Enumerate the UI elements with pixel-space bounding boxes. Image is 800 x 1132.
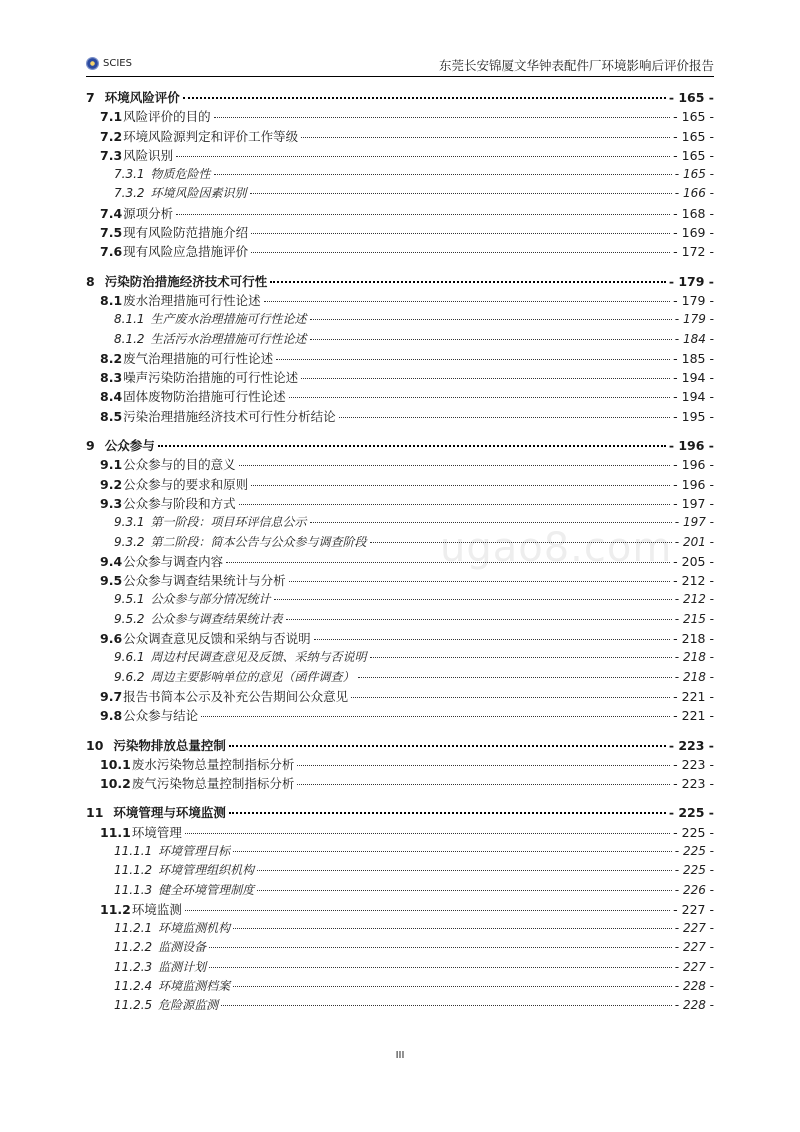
toc-entry-level-3[interactable] (86, 184, 714, 203)
toc-entry-title: 公众参与结论 (123, 708, 199, 724)
toc-entry-level-3[interactable] (86, 533, 714, 552)
toc-entry-number: 8.1.1 (114, 312, 145, 327)
toc-entry-title: 公众参与的目的意义 (123, 457, 236, 473)
toc-spacer (86, 726, 714, 736)
dot-leader (233, 928, 672, 929)
toc-entry-level-2[interactable] (86, 107, 714, 126)
toc-entry-level-2[interactable] (86, 223, 714, 242)
dot-leader (310, 319, 672, 320)
toc-entry-page: - 227 - (674, 940, 714, 955)
toc-entry-level-2[interactable] (86, 552, 714, 571)
toc-entry-title: 公众参与的要求和原则 (123, 476, 249, 492)
toc-entry-title: 公众参与调查结果统计与分析 (123, 573, 286, 589)
toc-entry-page: - 228 - (674, 998, 714, 1013)
toc-entry-number: 9.1 (100, 457, 123, 473)
toc-entry-page: - 225 - (674, 843, 714, 858)
toc-entry-title: 监测计划 (158, 959, 207, 974)
page-header (86, 54, 714, 77)
toc-entry-title: 源项分析 (123, 205, 174, 221)
toc-entry-page: - 184 - (674, 331, 714, 346)
toc-entry-level-2[interactable] (86, 687, 714, 706)
dot-leader (214, 117, 671, 118)
toc-entry-level-3[interactable] (86, 513, 714, 532)
toc-entry-number: 7.2 (100, 128, 123, 144)
toc-entry-title: 环境风险评价 (104, 90, 180, 105)
dot-leader (301, 378, 670, 379)
report-title: 东莞长安锦厦文华钟表配件厂环境影响后评价报告 (438, 58, 714, 73)
toc-spacer (86, 793, 714, 803)
toc-entry-title: 污染物排放总量控制 (113, 737, 226, 753)
toc-entry-title: 健全环境管理制度 (158, 882, 255, 897)
toc-entry-page: - 165 - (673, 109, 714, 125)
dot-leader (289, 581, 671, 582)
toc-entry-title: 环境监测机构 (158, 921, 231, 936)
dot-leader (297, 784, 670, 785)
toc-entry-page: - 225 - (673, 824, 714, 840)
toc-entry-page: - 221 - (673, 688, 714, 704)
toc-entry-title: 环境管理 (131, 824, 182, 840)
dot-leader (226, 562, 670, 563)
toc-entry-title: 废气治理措施的可行性论述 (123, 350, 274, 366)
toc-entry-page: - 212 - (674, 592, 714, 607)
toc-entry-title: 公众参与调查结果统计表 (150, 611, 283, 626)
toc-entry-page: - 165 - (668, 90, 714, 105)
toc-entry-page: - 227 - (674, 959, 714, 974)
toc-entry-number: 7 (86, 90, 95, 105)
toc-entry-number: 7.5 (100, 225, 123, 241)
toc-entry-number: 8.5 (100, 408, 123, 424)
dot-leader (297, 765, 670, 766)
toc-entry-page: - 227 - (674, 921, 714, 936)
toc-entry-page: - 194 - (673, 370, 714, 386)
toc-entry-title: 环境管理与环境监测 (113, 805, 226, 821)
dot-leader (229, 745, 666, 747)
toc-entry-title: 风险识别 (123, 147, 174, 163)
toc-entry-number: 11.2.3 (114, 959, 153, 974)
dot-leader (233, 986, 672, 987)
toc-entry-number: 11.2.5 (114, 998, 153, 1013)
toc-entry-level-3[interactable] (86, 861, 714, 880)
toc-entry-number: 11.2 (100, 901, 131, 917)
toc-entry-page: - 197 - (674, 515, 714, 530)
toc-entry-level-3[interactable] (86, 590, 714, 609)
toc-entry-title: 废气污染物总量控制指标分析 (131, 776, 295, 792)
dot-leader (185, 910, 670, 911)
toc-entry-level-1[interactable] (86, 736, 714, 755)
toc-entry-level-3[interactable] (86, 977, 714, 996)
dot-leader (310, 522, 672, 523)
toc-entry-level-2[interactable] (86, 291, 714, 310)
toc-entry-page: - 201 - (674, 534, 714, 549)
toc-entry-level-2[interactable] (86, 387, 714, 406)
toc-entry-number: 9.7 (100, 688, 123, 704)
toc-entry-page: - 194 - (673, 389, 714, 405)
dot-leader (358, 677, 672, 678)
dot-leader (221, 1005, 672, 1006)
toc-entry-title: 第一阶段：项目环评信息公示 (150, 515, 307, 530)
toc-entry-level-3[interactable] (86, 881, 714, 900)
toc-entry-title: 公众参与阶段和方式 (123, 495, 236, 511)
toc-entry-page: - 165 - (673, 128, 714, 144)
toc-entry-level-3[interactable] (86, 330, 714, 349)
toc-entry-number: 11.2.4 (114, 979, 153, 994)
toc-entry-number: 9.2 (100, 476, 123, 492)
toc-entry-title: 固体废物防治措施可行性论述 (123, 389, 286, 405)
toc-entry-level-3[interactable] (86, 842, 714, 861)
dot-leader (270, 281, 666, 283)
toc-entry-level-2[interactable] (86, 368, 714, 387)
dot-leader (251, 252, 670, 253)
toc-entry-level-1[interactable] (86, 88, 714, 107)
toc-spacer (86, 262, 714, 272)
toc-entry-level-2[interactable] (86, 349, 714, 368)
toc-entry-page: - 223 - (673, 756, 714, 772)
toc-entry-title: 环境管理组织机构 (158, 863, 255, 878)
dot-leader (339, 417, 671, 418)
toc-entry-level-1[interactable] (86, 436, 714, 455)
toc-entry-page: - 226 - (674, 882, 714, 897)
toc-entry-number: 9.3.1 (114, 515, 145, 530)
toc-entry-number: 11.1.3 (114, 882, 153, 897)
toc-entry-level-2[interactable] (86, 900, 714, 919)
toc-entry-title: 监测设备 (158, 940, 207, 955)
toc-entry-title: 公众调查意见反馈和采纳与否说明 (123, 631, 311, 647)
toc-entry-page: - 212 - (673, 573, 714, 589)
toc-entry-page: - 218 - (674, 650, 714, 665)
table-of-contents (86, 88, 714, 1016)
toc-entry-level-3[interactable] (86, 919, 714, 938)
toc-entry-number: 9.3.2 (114, 534, 145, 549)
toc-entry-number: 10 (86, 737, 104, 753)
dot-leader (314, 639, 671, 640)
toc-entry-number: 10.1 (100, 756, 131, 772)
toc-entry-title: 噪声污染防治措施的可行性论述 (123, 370, 299, 386)
toc-entry-title: 环境监测 (131, 901, 182, 917)
toc-entry-level-2[interactable] (86, 204, 714, 223)
dot-leader (158, 445, 666, 447)
dot-leader (251, 485, 670, 486)
toc-entry-level-3[interactable] (86, 996, 714, 1015)
toc-entry-level-2[interactable] (86, 629, 714, 648)
toc-entry-title: 污染防治措施经济技术可行性 (104, 273, 268, 289)
toc-entry-level-2[interactable] (86, 146, 714, 165)
toc-entry-title: 周边主要影响单位的意见（函件调查） (150, 669, 355, 684)
toc-entry-level-2[interactable] (86, 823, 714, 842)
toc-entry-number: 11.1 (100, 824, 131, 840)
toc-entry-page: - 169 - (673, 225, 714, 241)
toc-entry-title: 环境风险因素识别 (150, 186, 247, 201)
toc-entry-number: 7.4 (100, 205, 123, 221)
toc-entry-level-2[interactable] (86, 127, 714, 146)
toc-entry-page: - 179 - (668, 273, 714, 289)
dot-leader (257, 870, 672, 871)
toc-entry-number: 11.2.1 (114, 921, 153, 936)
toc-entry-level-2[interactable] (86, 494, 714, 513)
dot-leader (310, 339, 672, 340)
dot-leader (201, 716, 670, 717)
logo-text: SCIES (103, 58, 132, 69)
toc-entry-title: 生产废水治理措施可行性论述 (150, 312, 307, 327)
toc-entry-title: 风险评价的目的 (123, 109, 211, 125)
toc-entry-title: 公众参与 (104, 438, 155, 454)
toc-entry-number: 9.5.1 (114, 592, 145, 607)
toc-entry-number: 9.4 (100, 553, 123, 569)
toc-entry-number: 9 (86, 438, 95, 454)
dot-leader (239, 465, 671, 466)
toc-entry-page: - 168 - (673, 205, 714, 221)
toc-entry-number: 11.2.2 (114, 940, 153, 955)
toc-entry-title: 公众参与调查内容 (123, 553, 224, 569)
dot-leader (276, 359, 670, 360)
dot-leader (209, 967, 672, 968)
dot-leader (229, 812, 666, 814)
toc-entry-title: 报告书简本公示及补充公告期间公众意见 (123, 688, 349, 704)
toc-entry-page: - 215 - (674, 611, 714, 626)
toc-entry-title: 废水治理措施可行性论述 (123, 292, 261, 308)
dot-leader (239, 504, 671, 505)
toc-entry-level-1[interactable] (86, 272, 714, 291)
toc-entry-page: - 228 - (674, 979, 714, 994)
dot-leader (251, 233, 670, 234)
toc-entry-number: 9.6 (100, 631, 123, 647)
toc-entry-number: 9.6.1 (114, 650, 145, 665)
toc-entry-page: - 218 - (673, 631, 714, 647)
toc-entry-level-2[interactable] (86, 407, 714, 426)
toc-entry-page: - 218 - (674, 669, 714, 684)
toc-entry-number: 8 (86, 273, 95, 289)
toc-entry-number: 8.3 (100, 370, 123, 386)
toc-entry-number: 9.5 (100, 573, 123, 589)
toc-entry-page: - 227 - (673, 901, 714, 917)
toc-entry-number: 8.1 (100, 292, 123, 308)
toc-entry-page: - 196 - (673, 476, 714, 492)
toc-entry-number: 9.8 (100, 708, 123, 724)
toc-entry-number: 7.6 (100, 244, 123, 260)
toc-entry-page: - 197 - (673, 495, 714, 511)
toc-entry-page: - 221 - (673, 708, 714, 724)
dot-leader (274, 599, 672, 600)
toc-entry-level-3[interactable] (86, 648, 714, 667)
toc-entry-page: - 179 - (673, 292, 714, 308)
toc-entry-number: 9.6.2 (114, 669, 145, 684)
toc-entry-level-2[interactable] (86, 774, 714, 793)
dot-leader (301, 137, 670, 138)
toc-entry-level-3[interactable] (86, 165, 714, 184)
dot-leader (176, 214, 670, 215)
toc-entry-page: - 165 - (674, 167, 714, 182)
toc-entry-level-2[interactable] (86, 755, 714, 774)
toc-entry-title: 公众参与部分情况统计 (150, 592, 271, 607)
dot-leader (257, 890, 672, 891)
toc-entry-level-3[interactable] (86, 958, 714, 977)
dot-leader (370, 542, 672, 543)
dot-leader (264, 301, 671, 302)
dot-leader (214, 174, 672, 175)
toc-entry-page: - 223 - (673, 776, 714, 792)
toc-entry-level-1[interactable] (86, 803, 714, 822)
logo (86, 57, 132, 70)
toc-entry-title: 生活污水治理措施可行性论述 (150, 331, 307, 346)
toc-entry-page: - 223 - (668, 737, 714, 753)
scies-logo-icon (86, 57, 99, 70)
toc-entry-number: 8.2 (100, 350, 123, 366)
dot-leader (183, 97, 666, 99)
toc-entry-level-2[interactable] (86, 706, 714, 725)
toc-entry-title: 废水污染物总量控制指标分析 (131, 756, 295, 772)
toc-entry-title: 物质危险性 (150, 167, 211, 182)
toc-entry-level-3[interactable] (86, 938, 714, 957)
toc-entry-title: 污染治理措施经济技术可行性分析结论 (123, 408, 336, 424)
toc-entry-page: - 195 - (673, 408, 714, 424)
toc-entry-level-2[interactable] (86, 475, 714, 494)
toc-entry-page: - 185 - (673, 350, 714, 366)
toc-spacer (86, 426, 714, 436)
toc-entry-level-2[interactable] (86, 242, 714, 261)
toc-entry-level-3[interactable] (86, 668, 714, 687)
toc-entry-number: 7.3 (100, 147, 123, 163)
toc-entry-level-2[interactable] (86, 455, 714, 474)
toc-entry-title: 环境监测档案 (158, 979, 231, 994)
toc-entry-title: 危险源监测 (158, 998, 219, 1013)
toc-entry-number: 7.3.2 (114, 186, 145, 201)
toc-entry-title: 第二阶段：简本公告与公众参与调查阶段 (150, 534, 367, 549)
dot-leader (289, 397, 671, 398)
toc-entry-title: 周边村民调查意见及反馈、采纳与否说明 (150, 650, 367, 665)
toc-entry-title: 环境管理目标 (158, 843, 231, 858)
toc-entry-page: - 172 - (673, 244, 714, 260)
dot-leader (250, 193, 672, 194)
dot-leader (370, 657, 672, 658)
toc-entry-number: 8.4 (100, 389, 123, 405)
toc-entry-number: 11.1.1 (114, 843, 153, 858)
toc-entry-number: 10.2 (100, 776, 131, 792)
toc-entry-page: - 225 - (674, 863, 714, 878)
toc-entry-level-3[interactable] (86, 310, 714, 329)
watermark: ugao8.com (440, 525, 673, 571)
toc-entry-page: - 165 - (673, 147, 714, 163)
toc-entry-number: 7.3.1 (114, 167, 145, 182)
toc-entry-number: 9.3 (100, 495, 123, 511)
toc-entry-number: 11 (86, 805, 104, 821)
toc-entry-title: 现有风险防范措施介绍 (123, 225, 249, 241)
toc-entry-title: 现有风险应急措施评价 (123, 244, 249, 260)
toc-entry-page: - 205 - (673, 553, 714, 569)
toc-entry-page: - 166 - (674, 186, 714, 201)
dot-leader (351, 697, 670, 698)
page-number: III (395, 1050, 405, 1061)
toc-entry-number: 11.1.2 (114, 863, 153, 878)
toc-entry-page: - 225 - (668, 805, 714, 821)
toc-entry-level-2[interactable] (86, 571, 714, 590)
toc-entry-page: - 196 - (668, 438, 714, 454)
toc-entry-title: 环境风险源判定和评价工作等级 (123, 128, 299, 144)
toc-entry-level-3[interactable] (86, 610, 714, 629)
toc-entry-page: - 196 - (673, 457, 714, 473)
toc-entry-number: 8.1.2 (114, 331, 145, 346)
dot-leader (176, 156, 670, 157)
dot-leader (209, 947, 672, 948)
dot-leader (233, 851, 672, 852)
toc-entry-number: 9.5.2 (114, 611, 145, 626)
dot-leader (286, 619, 672, 620)
toc-entry-number: 7.1 (100, 109, 123, 125)
dot-leader (185, 833, 670, 834)
toc-entry-page: - 179 - (674, 312, 714, 327)
